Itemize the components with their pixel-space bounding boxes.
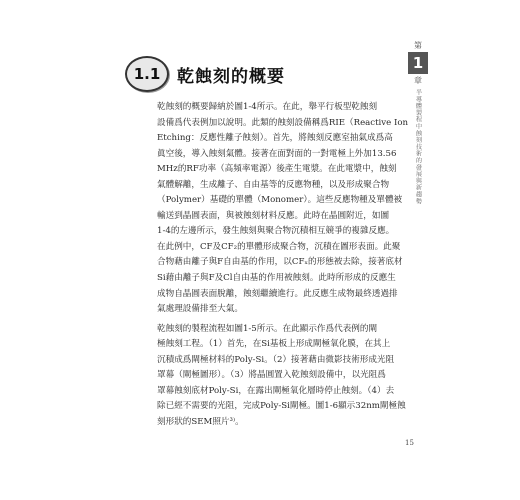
page-number: 15 <box>405 439 414 447</box>
section-number-badge: 1.1 <box>125 56 169 92</box>
text-line: 成物自晶圓表面脫離，蝕刻繼續進行。此反應生成物最終透過排 <box>157 288 398 299</box>
text-line: 設備爲代表例加以說明。此類的蝕刻設備稱爲RIE（Reactive Ion <box>157 117 409 128</box>
text-line: （Polymer）基礎的單體（Monomer）。這些反應物種及單體被 <box>157 195 403 206</box>
paragraph-2 <box>140 322 406 431</box>
chapter-tab <box>408 40 428 205</box>
paragraph-1 <box>140 100 409 318</box>
body-text <box>140 100 409 434</box>
text-line: 極蝕刻工程。（1）首先，在Si基板上形成閘極氧化膜，在其上 <box>157 339 391 350</box>
text-line: 乾蝕刻的製程流程如圖1-5所示。在此顯示作爲代表例的閘 <box>157 323 378 334</box>
text-line: 合物藉由離子與F自由基的作用，以CFₓ的形態被去除，接著底材 <box>157 257 403 268</box>
text-line: 沉積成爲閘極材料的Poly-Si。（2）接著藉由微影技術形成光阻 <box>157 354 395 365</box>
text-line: MHz的RF功率（高頻率電源）後產生電漿。在此電漿中，蝕刻 <box>157 164 397 175</box>
text-line: 眞空後，導入蝕刻氣體。接著在面對面的一對電極上外加13.56 <box>157 148 397 159</box>
text-line: 氣處理設備排至大氣。 <box>157 304 243 315</box>
chapter-title-vertical: 半導體製程中蝕刻技術的發展與新趨勢 <box>414 89 422 205</box>
text-line: 刻形狀的SEM照片³⁾。 <box>157 416 244 427</box>
text-line: 在此例中，CF及CF₂的單體形成聚合物，沉積在圖形表面。此聚 <box>157 241 401 252</box>
chapter-label-bottom: 章 <box>414 76 422 85</box>
chapter-number: 1 <box>408 52 428 74</box>
text-line: 乾蝕刻的概要歸納於圖1-4所示。在此，舉平行板型乾蝕刻 <box>157 102 378 112</box>
text-line: 罩幕蝕刻底材Poly-Si，在露出閘極氧化層時停止蝕刻。（4）去 <box>157 385 395 396</box>
section-title: 乾蝕刻的概要 <box>177 66 285 87</box>
text-line: 罩幕（閘極圖形）。（3）將晶圓置入乾蝕刻設備中，以光阻爲 <box>157 370 386 381</box>
text-line: 氣體解離，生成離子、自由基等的反應物種，以及形成聚合物 <box>157 179 390 190</box>
text-line: Si藉由離子與F及Cl自由基的作用被蝕刻。此時所形成的反應生 <box>157 273 396 284</box>
text-line: 除已經不需要的光阻，完成Poly-Si閘極。圖1-6顯示32nm閘極蝕 <box>157 401 406 412</box>
text-line: 輸送到晶圓表面，與被蝕刻材料反應。此時在晶圓附近，如圖 <box>157 210 390 221</box>
chapter-label-top: 第 <box>414 41 422 50</box>
text-line: 1-4的左邊所示，發生蝕刻與聚合物沉積相互競爭的複雜反應。 <box>157 226 395 237</box>
section-heading <box>125 56 285 92</box>
text-line: Etching：反應性離子蝕刻）。首先，將蝕刻反應室抽氣成爲高 <box>157 133 393 144</box>
